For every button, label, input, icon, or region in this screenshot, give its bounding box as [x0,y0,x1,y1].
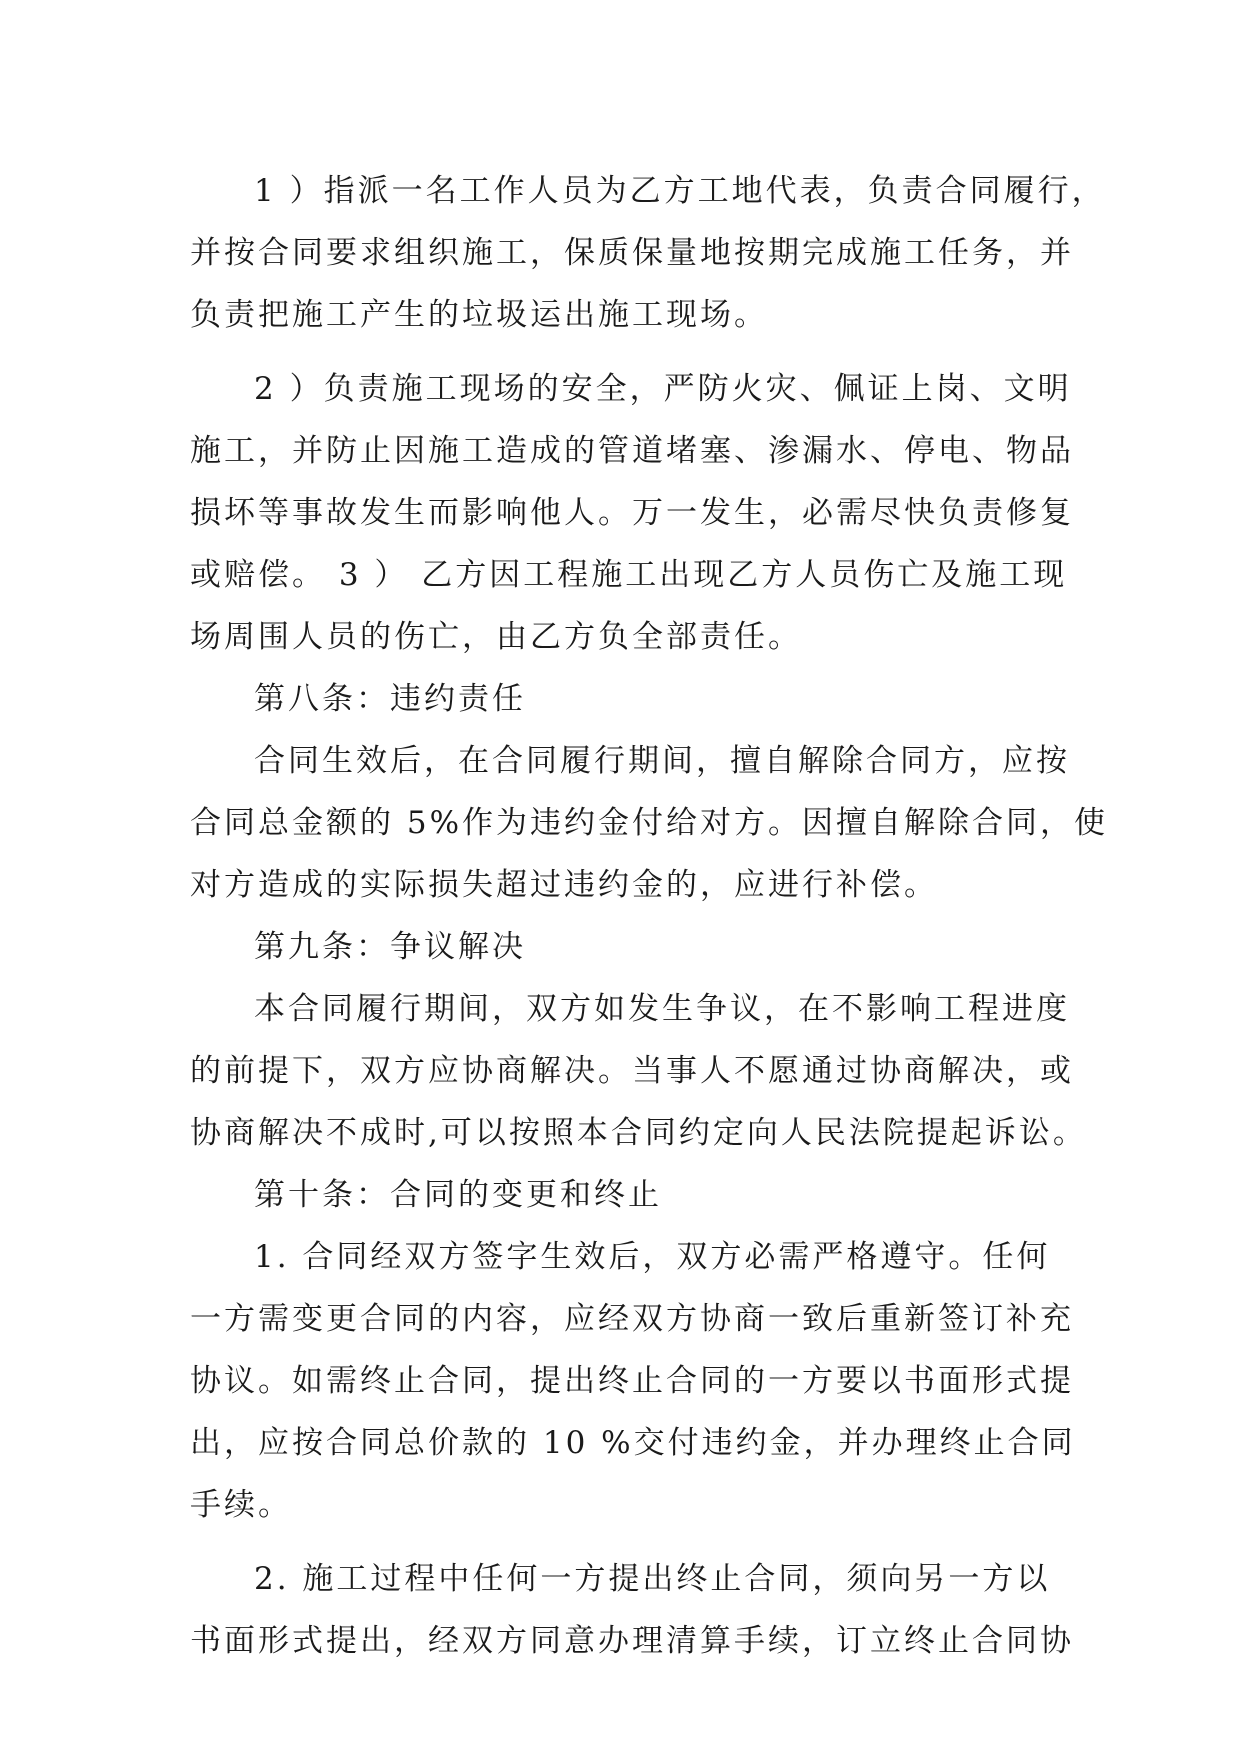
text-line: 负责把施工产生的垃圾运出施工现场。 [190,297,768,333]
text-line: 2 ）负责施工现场的安全，严防火灾、佩证上岗、文明 [254,371,1072,407]
paragraph-duty-2 [190,358,1074,668]
text-line: 合同总金额的 5%作为违约金付给对方。因擅自解除合同，使 [190,805,1109,841]
text-line: 合同生效后，在合同履行期间，擅自解除合同方，应按 [254,743,1070,779]
section-heading-article-9 [190,916,1050,978]
text-line: 施工，并防止因施工造成的管道堵塞、渗漏水、停电、物品 [190,433,1074,469]
heading-text: 第十条：合同的变更和终止 [254,1177,662,1213]
heading-text: 第八条：违约责任 [254,681,526,717]
paragraph-duty-1 [190,160,1106,346]
text-line: 一方需变更合同的内容，应经双方协商一致后重新签订补充 [190,1301,1074,1337]
text-line: 的前提下，双方应协商解决。当事人不愿通过协商解决，或 [190,1053,1074,1089]
text-line: 场周围人员的伤亡，由乙方负全部责任。 [190,619,802,655]
text-line: 并按合同要求组织施工，保质保量地按期完成施工任务，并 [190,235,1074,271]
heading-text: 第九条：争议解决 [254,929,526,965]
text-line: 手续。 [190,1487,292,1523]
paragraph-gap [190,1536,1050,1548]
text-line: 损坏等事故发生而影响他人。万一发生，必需尽快负责修复 [190,495,1074,531]
document-body [190,160,1109,1672]
text-line: 书面形式提出，经双方同意办理清算手续，订立终止合同协 [190,1623,1074,1659]
text-line: 对方造成的实际损失超过违约金的，应进行补偿。 [190,867,938,903]
text-line: 协议。如需终止合同，提出终止合同的一方要以书面形式提 [190,1363,1074,1399]
text-line: 协商解决不成时,可以按照本合同约定向人民法院提起诉讼。 [190,1115,1087,1151]
paragraph-contract-change-1 [190,1226,1076,1536]
text-line: 1 ）指派一名工作人员为乙方工地代表，负责合同履行， [254,173,1106,209]
paragraph-dispute-resolution [190,978,1087,1164]
text-line: 出，应按合同总价款的 10 %交付违约金，并办理终止合同 [190,1425,1076,1461]
paragraph-breach-liability [190,730,1109,916]
paragraph-contract-change-2 [190,1548,1074,1672]
text-line: 本合同履行期间，双方如发生争议，在不影响工程进度 [254,991,1070,1027]
paragraph-gap [190,346,1050,358]
section-heading-article-10 [190,1164,1050,1226]
section-heading-article-8 [190,668,1050,730]
text-line: 或赔偿。 3 ） 乙方因工程施工出现乙方人员伤亡及施工现 [190,557,1068,593]
text-line: 2. 施工过程中任何一方提出终止合同，须向另一方以 [254,1561,1051,1597]
text-line: 1. 合同经双方签字生效后，双方必需严格遵守。任何 [254,1239,1051,1275]
